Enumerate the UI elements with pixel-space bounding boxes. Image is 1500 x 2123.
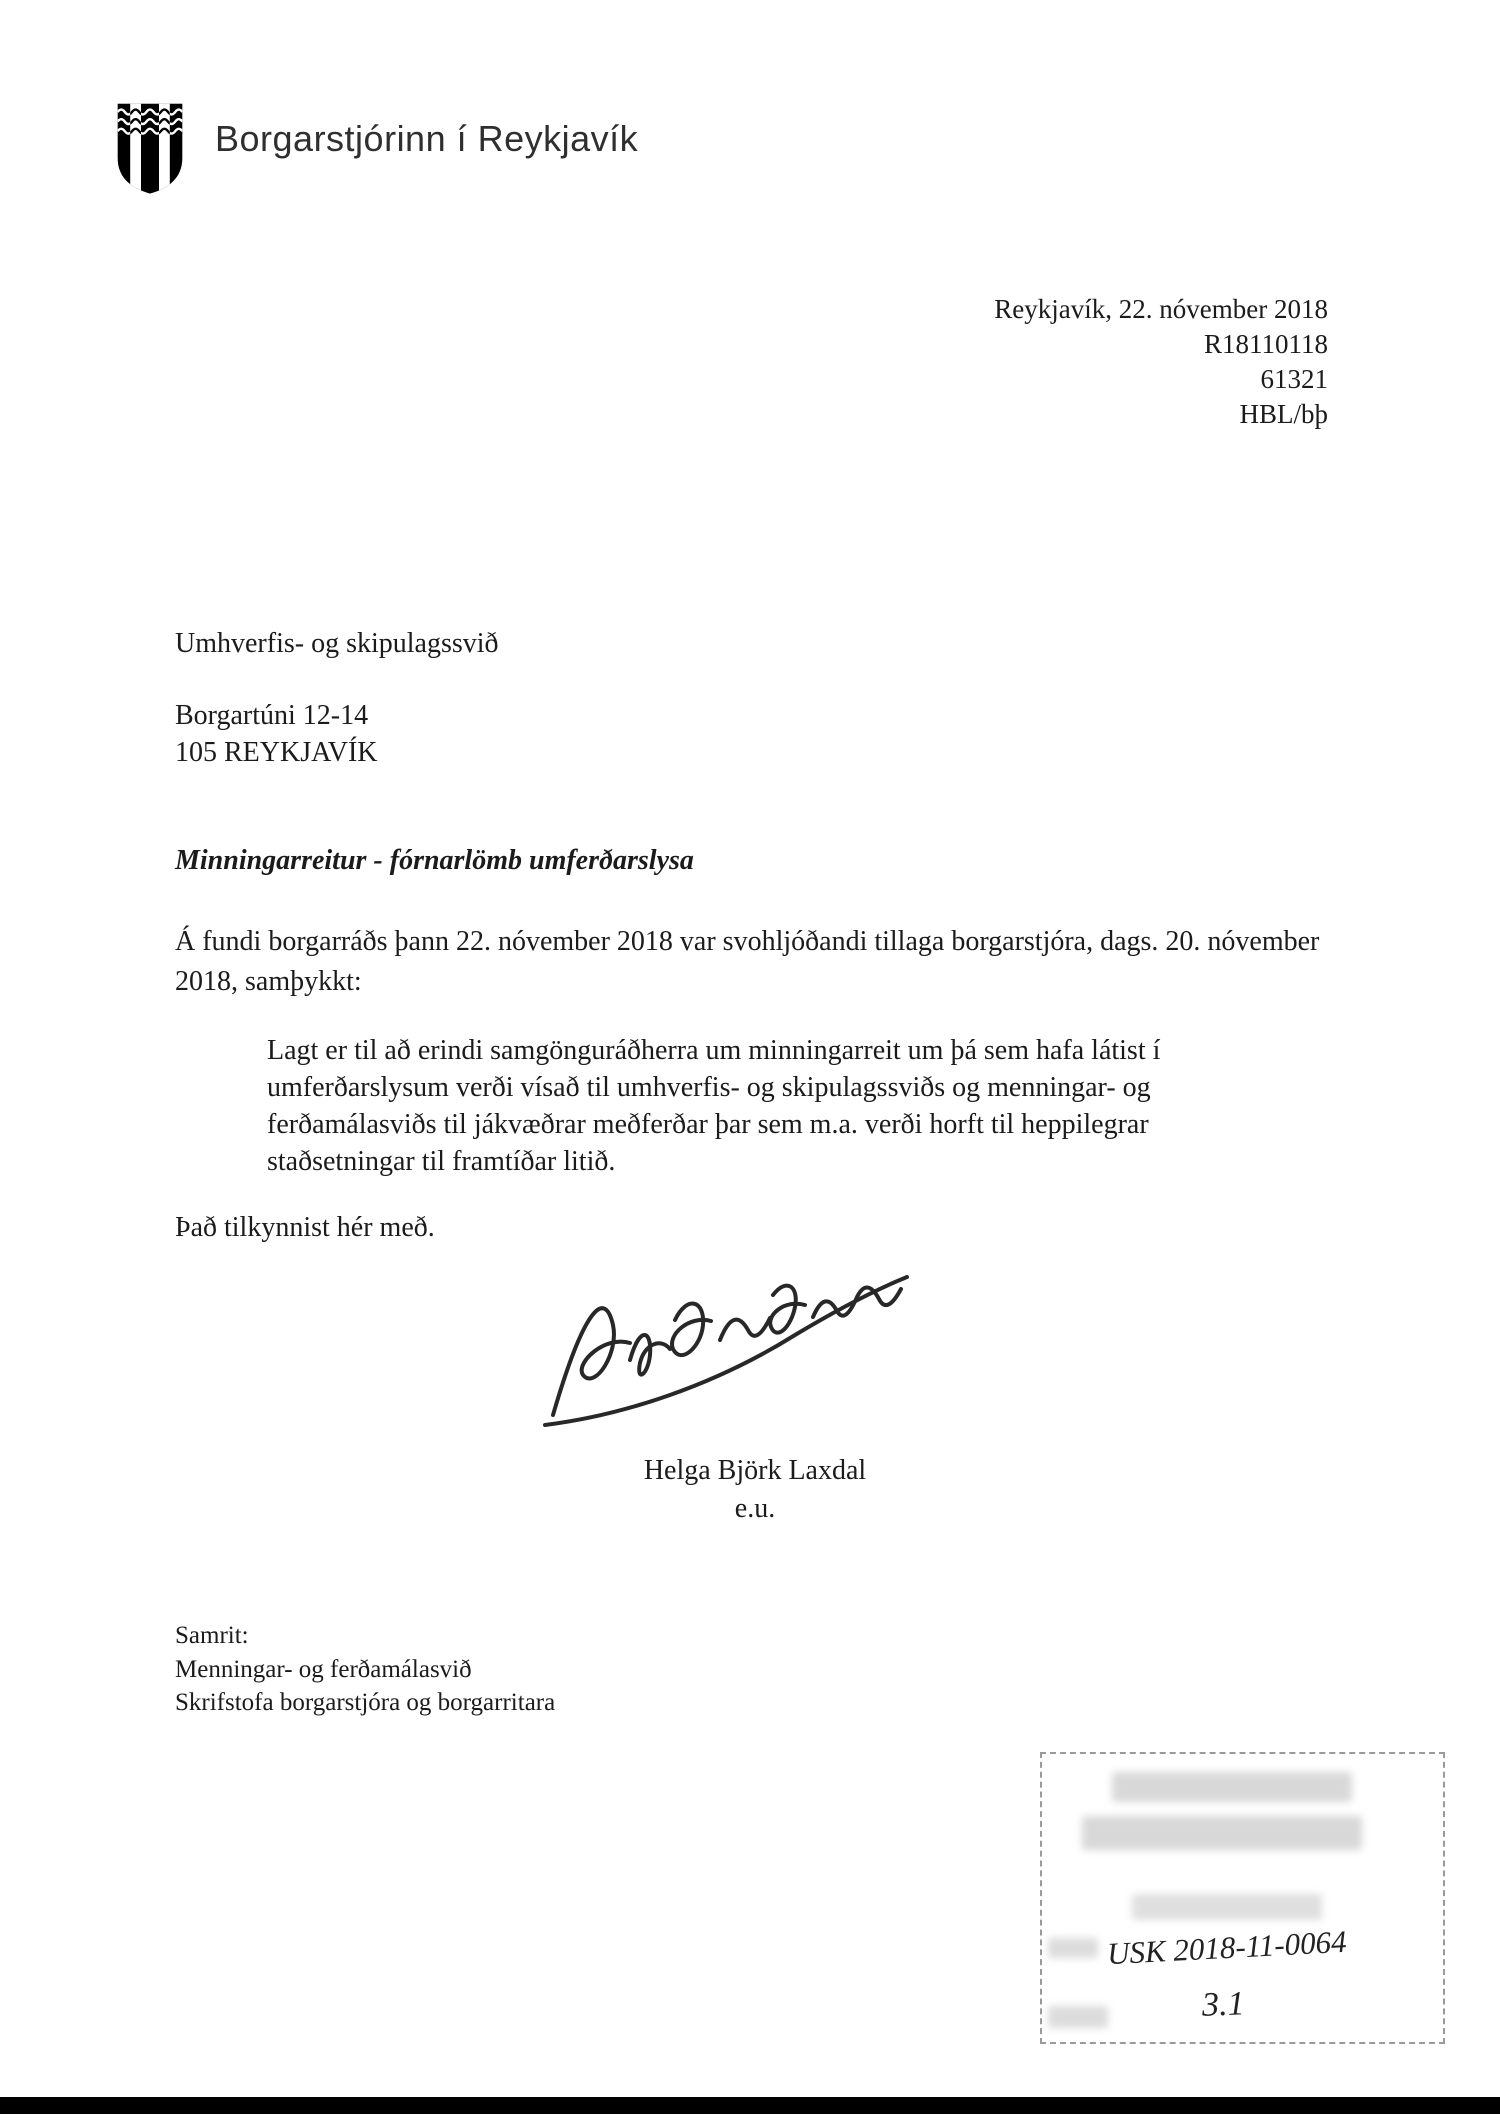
recipient-name: Umhverfis- og skipulagssvið [175,628,499,659]
faint-stamp-mark [1082,1816,1362,1850]
faint-stamp-mark [1048,2006,1108,2028]
organization-name: Borgarstjórinn í Reykjavík [215,118,639,159]
body-intro-paragraph: Á fundi borgarráðs þann 22. nóvember 2018 var svohljóðandi tillaga borgarstjóra, dags. 20. nóvember 2018, samþykkt: [175,926,1320,997]
body-quoted-resolution: Lagt er til að erindi samgönguráðherra um minningarreit um þá sem hafa látist í umferðarslysum verði vísað til umhverfis- og skipulagssviðs og menningar- og ferðamálasviðs til jákvæðrar meðferðar þar sem m.a. verði horft til heppilegrar staðsetningar til framtíðar litið. [267,1035,1161,1177]
faint-stamp-mark [1048,1938,1098,1958]
reykjavik-coat-of-arms-icon [113,100,187,196]
handwritten-filing-number: 3.1 [1201,1985,1246,2024]
scan-edge-bar [0,2097,1500,2114]
author-initials: HBL/bþ [1239,399,1328,429]
faint-stamp-mark [1112,1772,1352,1802]
handwritten-case-reference: USK 2018-11-0064 [1106,1923,1348,1972]
recipient-city: 105 REYKJAVÍK [175,737,378,768]
subject-line: Minningarreitur - fórnarlömb umferðarslysa [175,845,694,876]
cc-label: Samrit: [175,1622,249,1649]
recipient-street: Borgartúni 12-14 [175,700,369,731]
faint-stamp-mark [1132,1894,1322,1920]
letter-meta-block [994,292,1328,432]
letter-date: Reykjavík, 22. nóvember 2018 [994,294,1328,324]
body-closing-line: Það tilkynnist hér með. [175,1212,435,1243]
cc-item: Skrifstofa borgarstjóra og borgarritara [175,1689,556,1716]
reference-number: R18110118 [1203,329,1328,359]
received-stamp [1040,1752,1445,2044]
signer-title: e.u. [734,1493,776,1524]
case-number: 61321 [1260,364,1328,394]
cc-item: Menningar- og ferðamálasvið [175,1656,472,1683]
signer-name: Helga Björk Laxdal [643,1455,867,1486]
handwritten-signature [535,1265,935,1440]
